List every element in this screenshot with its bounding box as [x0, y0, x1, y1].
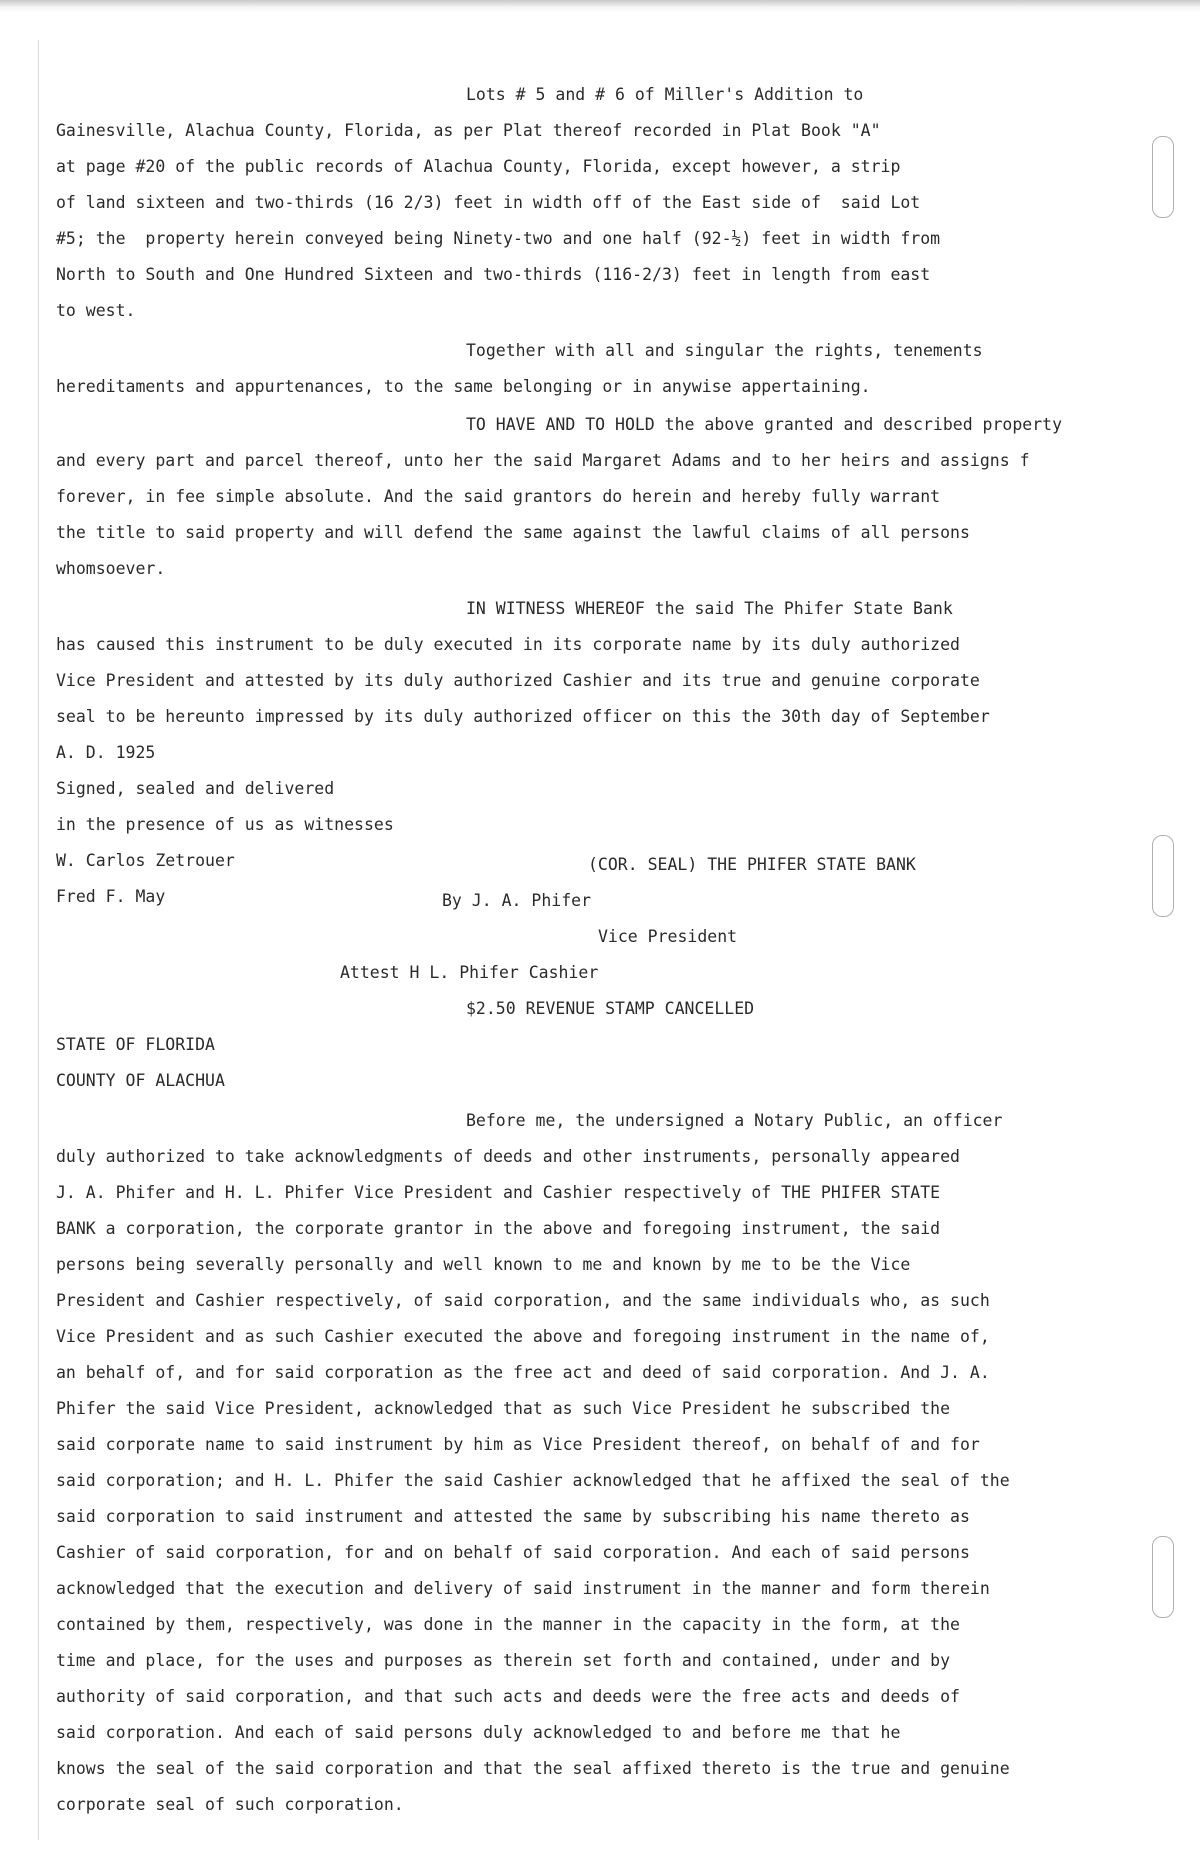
text-line: contained by them, respectively, was done in the manner in the capacity in the form, at the	[56, 1615, 960, 1634]
text-line: and every part and parcel thereof, unto her the said Margaret Adams and to her heirs and assigns f	[56, 451, 1030, 470]
text-line: in the presence of us as witnesses	[56, 815, 394, 834]
signatory-title: Vice President	[598, 927, 738, 946]
text-line: Signed, sealed and delivered	[56, 779, 335, 798]
signatory-line: By J. A. Phifer	[442, 891, 592, 910]
text-line: knows the seal of the said corporation and that the seal affixed thereto is the true and genuine	[56, 1759, 1010, 1778]
attest-line: Attest H L. Phifer Cashier	[340, 963, 599, 982]
text-line: of land sixteen and two-thirds (16 2/3) feet in width off of the East side of said Lot	[56, 193, 921, 212]
binder-hole-middle	[1152, 835, 1174, 917]
text-line: forever, in fee simple absolute. And the said grantors do herein and hereby fully warrant	[56, 487, 941, 506]
text-line: Lots # 5 and # 6 of Miller's Addition to	[466, 85, 864, 104]
text-line: said corporate name to said instrument by him as Vice President thereof, on behalf of and for	[56, 1435, 980, 1454]
witness-name: Fred F. May	[56, 887, 166, 906]
text-line: A. D. 1925	[56, 743, 156, 762]
text-line: hereditaments and appurtenances, to the same belonging or in anywise appertaining.	[56, 377, 871, 396]
text-line: President and Cashier respectively, of said corporation, and the same individuals who, as such	[56, 1291, 990, 1310]
text-line: said corporation; and H. L. Phifer the said Cashier acknowledged that he affixed the seal of the	[56, 1471, 1010, 1490]
text-line: Phifer the said Vice President, acknowledged that as such Vice President he subscribed the	[56, 1399, 951, 1418]
text-line: seal to be hereunto impressed by its duly authorized officer on this the 30th day of September	[56, 707, 990, 726]
text-line: IN WITNESS WHEREOF the said The Phifer State Bank	[466, 599, 953, 618]
text-line: said corporation. And each of said persons duly acknowledged to and before me that he	[56, 1723, 901, 1742]
binder-hole-top	[1152, 136, 1174, 218]
text-line: said corporation to said instrument and attested the same by subscribing his name thereto as	[56, 1507, 970, 1526]
text-line: to west.	[56, 301, 136, 320]
binder-hole-bottom	[1152, 1536, 1174, 1618]
text-line: Cashier of said corporation, for and on behalf of said corporation. And each of said persons	[56, 1543, 970, 1562]
text-line: Gainesville, Alachua County, Florida, as per Plat thereof recorded in Plat Book "A"	[56, 121, 881, 140]
text-line: Vice President and as such Cashier executed the above and foregoing instrument in the name of,	[56, 1327, 990, 1346]
text-line: corporate seal of such corporation.	[56, 1795, 404, 1814]
scan-top-edge	[0, 0, 1200, 12]
text-line: Together with all and singular the rights, tenements	[466, 341, 983, 360]
text-line: Vice President and attested by its duly authorized Cashier and its true and genuine corporate	[56, 671, 980, 690]
text-line: TO HAVE AND TO HOLD the above granted and described property	[466, 415, 1063, 434]
text-line: #5; the property herein conveyed being Ninety-two and one half (92-½) feet in width from	[56, 229, 941, 248]
venue-state: STATE OF FLORIDA	[56, 1035, 215, 1054]
venue-county: COUNTY OF ALACHUA	[56, 1071, 225, 1090]
text-line: Before me, the undersigned a Notary Public, an officer	[466, 1111, 1003, 1130]
text-line: an behalf of, and for said corporation as the free act and deed of said corporation. And J. A.	[56, 1363, 990, 1382]
text-line: persons being severally personally and well known to me and known by me to be the Vice	[56, 1255, 911, 1274]
text-line: North to South and One Hundred Sixteen and two-thirds (116-2/3) feet in length from east	[56, 265, 931, 284]
text-line: whomsoever.	[56, 559, 166, 578]
witness-name: W. Carlos Zetrouer	[56, 851, 235, 870]
revenue-stamp-line: $2.50 REVENUE STAMP CANCELLED	[466, 999, 755, 1018]
text-line: authority of said corporation, and that such acts and deeds were the free acts and deeds of	[56, 1687, 960, 1706]
text-line: the title to said property and will defend the same against the lawful claims of all persons	[56, 523, 970, 542]
text-line: acknowledged that the execution and delivery of said instrument in the manner and form therein	[56, 1579, 990, 1598]
text-line: has caused this instrument to be duly executed in its corporate name by its duly authorized	[56, 635, 960, 654]
text-line: at page #20 of the public records of Alachua County, Florida, except however, a strip	[56, 157, 901, 176]
corporate-seal-line: (COR. SEAL) THE PHIFER STATE BANK	[588, 855, 916, 874]
text-line: J. A. Phifer and H. L. Phifer Vice President and Cashier respectively of THE PHIFER STATE	[56, 1183, 941, 1202]
text-line: duly authorized to take acknowledgments of deeds and other instruments, personally appeared	[56, 1147, 960, 1166]
text-line: time and place, for the uses and purposes as therein set forth and contained, under and by	[56, 1651, 951, 1670]
scan-left-margin	[38, 40, 39, 1840]
text-line: BANK a corporation, the corporate grantor in the above and foregoing instrument, the said	[56, 1219, 941, 1238]
